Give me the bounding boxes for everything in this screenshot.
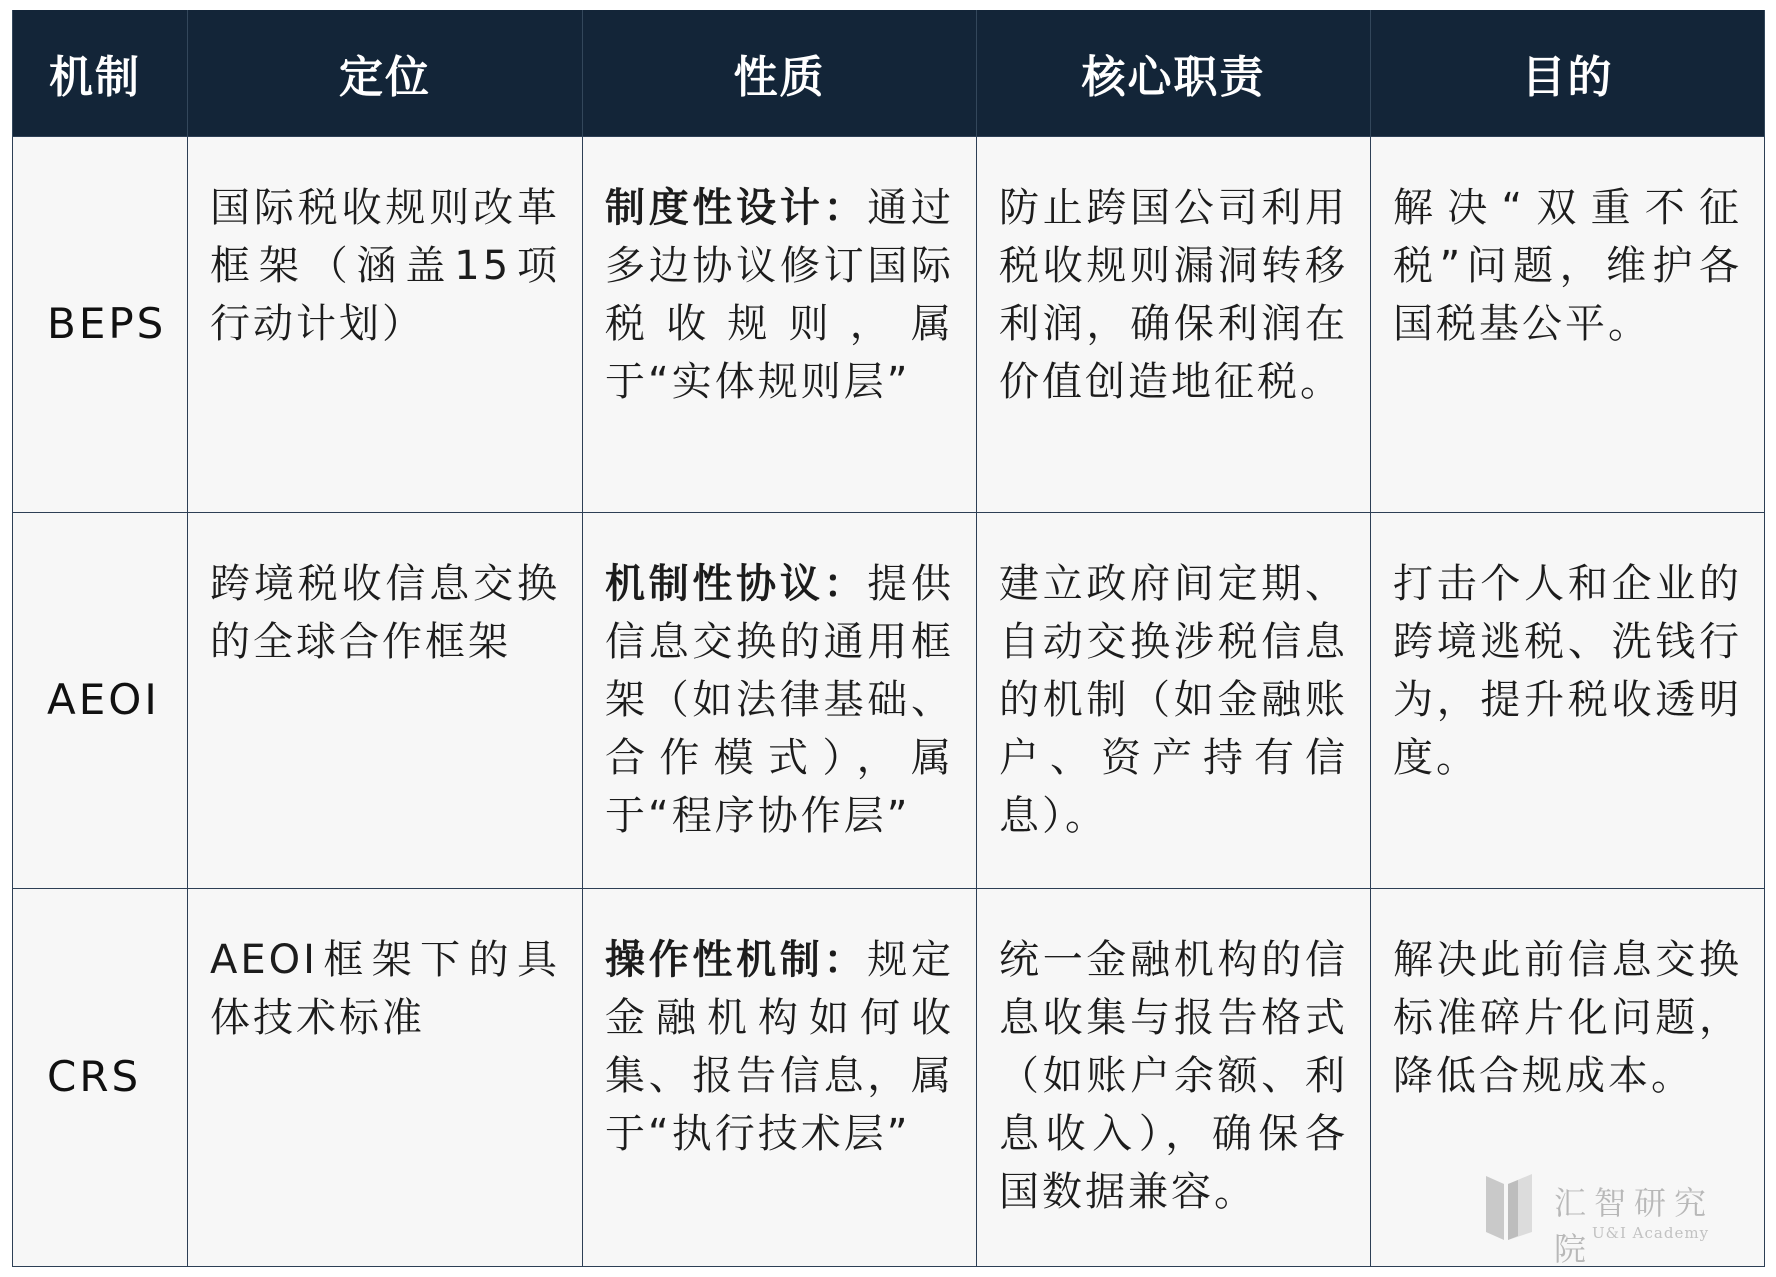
header-row — [13, 10, 1765, 136]
nature-description: 规定金融机构如何收集、报告信息，属于“执行技术层” — [605, 936, 955, 1157]
academy-logo-icon — [1482, 1170, 1538, 1244]
responsibility-cell: 防止跨国公司利用税收规则漏洞转移利润，确保利润在价值创造地征税。 — [977, 136, 1371, 512]
watermark — [1482, 1170, 1752, 1268]
table-row — [13, 512, 1765, 888]
header-nature: 性质 — [583, 10, 977, 136]
header-positioning: 定位 — [188, 10, 583, 136]
nature-type: 操作性机制： — [605, 936, 868, 983]
header-responsibility: 核心职责 — [977, 10, 1371, 136]
nature-cell — [583, 136, 977, 512]
mechanism-cell: AEOI — [13, 512, 188, 888]
nature-type: 机制性协议： — [605, 560, 868, 607]
nature-description: 提供信息交换的通用框架（如法律基础、合作模式），属于“程序协作层” — [605, 560, 955, 839]
watermark-name: 汇智研究院 — [1554, 1184, 1715, 1268]
header-purpose: 目的 — [1371, 10, 1765, 136]
purpose-cell: 打击个人和企业的跨境逃税、洗钱行为，提升税收透明度。 — [1371, 512, 1765, 888]
responsibility-cell: 统一金融机构的信息收集与报告格式（如账户余额、利息收入），确保各国数据兼容。 — [977, 888, 1371, 1266]
positioning-cell: 国际税收规则改革框架（涵盖15项行动计划） — [188, 136, 583, 512]
header-mechanism: 机制 — [13, 10, 188, 136]
purpose-cell: 解决此前信息交换标准碎片化问题，降低合规成本。 — [1371, 888, 1765, 1266]
nature-cell — [583, 512, 977, 888]
positioning-cell: 跨境税收信息交换的全球合作框架 — [188, 512, 583, 888]
mechanism-cell: BEPS — [13, 136, 188, 512]
purpose-cell: 解决“双重不征税”问题，维护各国税基公平。 — [1371, 136, 1765, 512]
table-header — [13, 10, 1765, 136]
table-body — [13, 136, 1765, 1266]
responsibility-cell: 建立政府间定期、自动交换涉税信息的机制（如金融账户、资产持有信息）。 — [977, 512, 1371, 888]
nature-description: 通过多边协议修订国际税收规则，属于“实体规则层” — [605, 184, 955, 405]
table-row — [13, 136, 1765, 512]
positioning-cell: AEOI框架下的具体技术标准 — [188, 888, 583, 1266]
watermark-subtitle: U&I Academy — [1592, 1224, 1710, 1242]
nature-cell — [583, 888, 977, 1266]
nature-type: 制度性设计： — [605, 184, 868, 231]
mechanism-cell: CRS — [13, 888, 188, 1266]
comparison-table — [12, 10, 1765, 1267]
